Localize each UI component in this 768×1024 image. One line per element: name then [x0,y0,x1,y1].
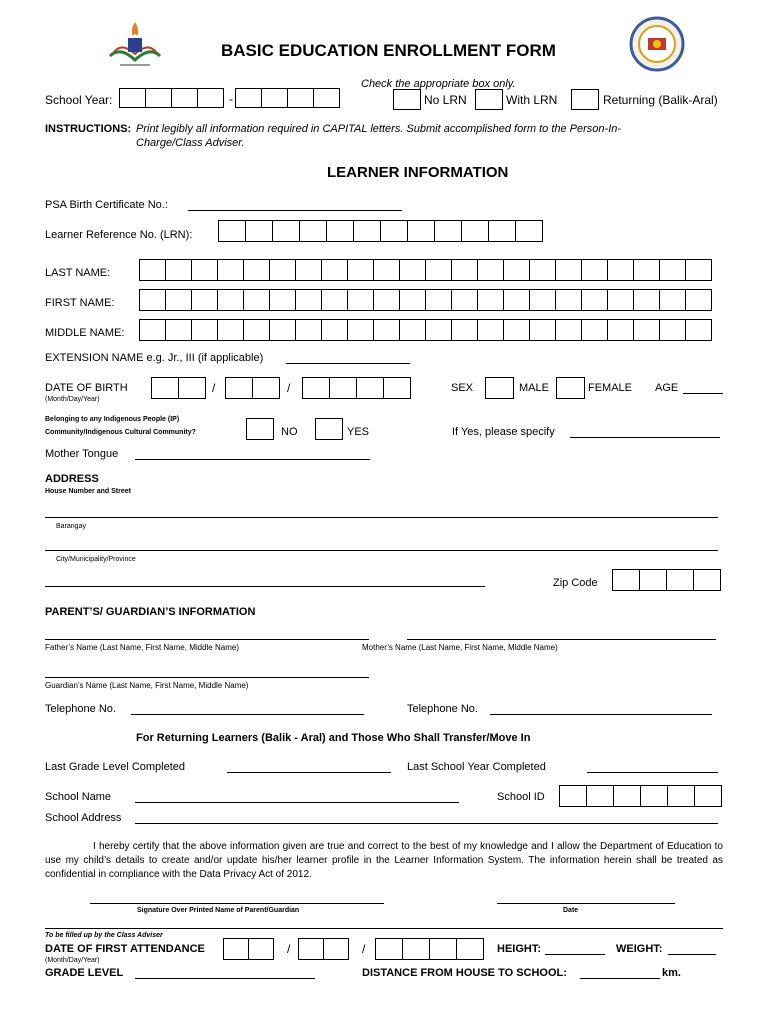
if-yes-label: If Yes, please specify [452,426,555,438]
letter-box[interactable] [399,289,426,311]
letter-box[interactable] [581,289,608,311]
digit-box[interactable] [402,938,430,960]
digit-box[interactable] [287,88,314,108]
middle-name-label: MIDDLE NAME: [45,327,125,339]
zip-label: Zip Code [553,577,598,589]
letter-box[interactable] [373,289,400,311]
letter-box[interactable] [581,259,608,281]
letter-box[interactable] [477,319,504,341]
last-name-boxes[interactable] [139,259,712,281]
dob-month[interactable] [151,377,206,399]
letter-box[interactable] [347,289,374,311]
digit-box[interactable] [298,938,324,960]
letter-box[interactable] [373,259,400,281]
digit-box[interactable] [223,938,249,960]
school-address-label: School Address [45,812,122,824]
digit-box[interactable] [218,220,246,242]
attendance-day[interactable] [298,938,349,960]
digit-box[interactable] [375,938,403,960]
digit-box[interactable] [326,220,354,242]
city-label: City/Municipality/Province [56,556,136,563]
height-line[interactable] [545,954,605,955]
letter-box[interactable] [451,289,478,311]
female-label: FEMALE [588,382,633,394]
letter-box[interactable] [659,259,686,281]
lrn-boxes[interactable] [218,220,543,242]
letter-box[interactable] [165,319,192,341]
distance-line[interactable] [580,978,660,979]
letter-box[interactable] [425,319,452,341]
digit-box[interactable] [252,377,280,399]
digit-box[interactable] [356,377,384,399]
digit-box[interactable] [272,220,300,242]
dob-slash-1: / [212,381,216,395]
letter-box[interactable] [191,259,218,281]
digit-box[interactable] [171,88,198,108]
letter-box[interactable] [139,319,166,341]
age-label: AGE [655,382,679,394]
letter-box[interactable] [347,259,374,281]
letter-box[interactable] [555,289,582,311]
guardian-name-label: Guardian’s Name (Last Name, First Name, Middle Name) [45,681,249,690]
letter-box[interactable] [191,319,218,341]
digit-box[interactable] [197,88,224,108]
letter-box[interactable] [633,289,660,311]
dob-slash-2: / [287,381,291,395]
letter-box[interactable] [529,259,556,281]
letter-box[interactable] [607,289,634,311]
age-line[interactable] [683,393,723,394]
attendance-year[interactable] [375,938,484,960]
weight-line[interactable] [668,954,716,955]
digit-box[interactable] [407,220,435,242]
extension-name-line[interactable] [286,363,410,364]
letter-box[interactable] [659,289,686,311]
address-title: ADDRESS [45,473,99,485]
digit-box[interactable] [245,220,273,242]
letter-box[interactable] [555,319,582,341]
digit-box[interactable] [488,220,516,242]
last-grade-label: Last Grade Level Completed [45,761,186,773]
signature-line[interactable] [90,903,384,904]
returning-label: Returning (Balik-Aral) [603,93,718,107]
letter-box[interactable] [425,289,452,311]
letter-box[interactable] [685,259,712,281]
school-year-dash: - [229,92,233,106]
with-lrn-checkbox[interactable] [475,89,503,110]
letter-box[interactable] [139,289,166,311]
instructions-line1: Print legibly all information required in CAPITAL letters. Submit accomplished form to the Person-In- [136,123,622,135]
school-address-line[interactable] [135,823,718,824]
school-year-start[interactable] [119,88,224,108]
letter-box[interactable] [529,289,556,311]
digit-box[interactable] [383,377,411,399]
letter-box[interactable] [555,259,582,281]
barangay-line[interactable] [45,550,718,551]
male-checkbox[interactable] [485,377,514,399]
letter-box[interactable] [243,319,270,341]
female-checkbox[interactable] [556,377,585,399]
dob-sub-label: (Month/Day/Year) [45,396,100,403]
extension-name-label: EXTENSION NAME e.g. Jr., III (if applicable) [45,352,264,364]
grade-level-label: GRADE LEVEL [45,967,124,979]
letter-box[interactable] [581,319,608,341]
letter-box[interactable] [269,259,296,281]
digit-box[interactable] [559,785,587,807]
middle-name-boxes[interactable] [139,319,712,341]
father-name-label: Father’s Name (Last Name, First Name, Middle Name) [45,643,239,652]
letter-box[interactable] [165,289,192,311]
letter-box[interactable] [399,259,426,281]
signature-label: Signature Over Printed Name of Parent/Guardian [137,907,300,914]
psa-input-line[interactable] [188,210,402,211]
instructions-line2: Charge/Class Adviser. [136,137,245,149]
guardian-name-line[interactable] [45,677,369,678]
weight-label: WEIGHT: [616,943,663,955]
height-label: HEIGHT: [497,943,541,955]
letter-box[interactable] [243,259,270,281]
mother-tongue-line[interactable] [135,459,370,460]
date-line[interactable] [497,903,675,904]
digit-box[interactable] [640,785,668,807]
letter-box[interactable] [503,319,530,341]
digit-box[interactable] [225,377,253,399]
letter-box[interactable] [607,259,634,281]
letter-box[interactable] [373,319,400,341]
digit-box[interactable] [248,938,274,960]
last-name-label: LAST NAME: [45,267,111,279]
letter-box[interactable] [295,259,322,281]
first-name-boxes[interactable] [139,289,712,311]
telephone-label-1: Telephone No. [45,703,116,715]
letter-box[interactable] [139,259,166,281]
letter-box[interactable] [295,289,322,311]
school-logo [100,16,170,72]
letter-box[interactable] [321,319,348,341]
digit-box[interactable] [434,220,462,242]
school-year-label: School Year: [45,93,113,107]
first-name-label: FIRST NAME: [45,297,115,309]
returning-checkbox[interactable] [571,89,599,110]
letter-box[interactable] [607,319,634,341]
digit-box[interactable] [353,220,381,242]
digit-box[interactable] [329,377,357,399]
letter-box[interactable] [503,289,530,311]
letter-box[interactable] [685,289,712,311]
returning-section-title: For Returning Learners (Balik - Aral) and Those Who Shall Transfer/Move In [136,732,531,744]
ip-label-line1: Belonging to any Indigenous People (IP) [45,416,180,423]
first-attendance-label: DATE OF FIRST ATTENDANCE [45,943,205,955]
mother-name-line[interactable] [407,639,716,640]
digit-box[interactable] [145,88,172,108]
km-label: km. [662,967,681,979]
school-name-label: School Name [45,791,112,803]
first-attendance-sub: (Month/Day/Year) [45,957,100,964]
letter-box[interactable] [321,259,348,281]
digit-box[interactable] [302,377,330,399]
letter-box[interactable] [477,289,504,311]
digit-box[interactable] [456,938,484,960]
digit-box[interactable] [515,220,543,242]
digit-box[interactable] [178,377,206,399]
attendance-slash-2: / [362,942,366,956]
mother-tongue-label: Mother Tongue [45,448,119,460]
adviser-divider [45,928,723,929]
letter-box[interactable] [503,259,530,281]
digit-box[interactable] [429,938,457,960]
letter-box[interactable] [425,259,452,281]
ip-yes-checkbox[interactable] [315,418,343,440]
telephone-label-2: Telephone No. [407,703,478,715]
letter-box[interactable] [633,259,660,281]
ip-yes-label: YES [347,426,370,438]
letter-box[interactable] [451,319,478,341]
if-yes-line[interactable] [570,437,720,438]
digit-box[interactable] [299,220,327,242]
digit-box[interactable] [612,569,640,591]
digit-box[interactable] [639,569,667,591]
digit-box[interactable] [666,569,694,591]
letter-box[interactable] [217,259,244,281]
school-id-boxes[interactable] [559,785,722,807]
last-grade-line[interactable] [227,772,391,773]
telephone-line-2[interactable] [490,714,712,715]
letter-box[interactable] [529,319,556,341]
lrn-label: Learner Reference No. (LRN): [45,229,193,241]
school-name-line[interactable] [135,802,459,803]
letter-box[interactable] [243,289,270,311]
letter-box[interactable] [451,259,478,281]
grade-level-line[interactable] [135,978,315,979]
mother-name-label: Mother’s Name (Last Name, First Name, Middle Name) [362,643,558,652]
digit-box[interactable] [694,785,722,807]
letter-box[interactable] [269,319,296,341]
dob-day[interactable] [225,377,280,399]
letter-box[interactable] [685,319,712,341]
digit-box[interactable] [261,88,288,108]
father-name-line[interactable] [45,639,369,640]
digit-box[interactable] [693,569,721,591]
zip-boxes[interactable] [612,569,721,591]
learner-section-title: LEARNER INFORMATION [327,164,509,181]
letter-box[interactable] [347,319,374,341]
check-note: Check the appropriate box only. [361,78,516,90]
last-sy-label: Last School Year Completed [407,761,546,773]
letter-box[interactable] [321,289,348,311]
parents-title: PARENT’S/ GUARDIAN’S INFORMATION [45,606,256,618]
ip-label-line2: Community/Indigenous Cultural Community? [45,429,196,436]
letter-box[interactable] [659,319,686,341]
letter-box[interactable] [191,289,218,311]
no-lrn-checkbox[interactable] [393,89,421,110]
school-year-end[interactable] [235,88,340,108]
deped-seal [626,16,688,72]
letter-box[interactable] [477,259,504,281]
telephone-line-1[interactable] [131,714,364,715]
digit-box[interactable] [313,88,340,108]
letter-box[interactable] [633,319,660,341]
digit-box[interactable] [380,220,408,242]
digit-box[interactable] [119,88,146,108]
digit-box[interactable] [586,785,614,807]
digit-box[interactable] [613,785,641,807]
form-title: BASIC EDUCATION ENROLLMENT FORM [221,41,556,60]
dob-year[interactable] [302,377,411,399]
city-line[interactable] [45,586,485,587]
digit-box[interactable] [323,938,349,960]
house-street-label: House Number and Street [45,488,131,495]
digit-box[interactable] [151,377,179,399]
digit-box[interactable] [667,785,695,807]
letter-box[interactable] [399,319,426,341]
digit-box[interactable] [235,88,262,108]
attendance-month[interactable] [223,938,274,960]
with-lrn-label: With LRN [506,93,558,107]
dob-label: DATE OF BIRTH [45,382,128,394]
instructions-label: INSTRUCTIONS: [45,123,132,135]
attendance-slash-1: / [287,942,291,956]
adviser-note: To be filled up by the Class Adviser [45,932,163,939]
letter-box[interactable] [269,289,296,311]
certification-text: I hereby certify that the above information given are true and correct to the best of my knowledge and I allow the Department of Education to use my child’s details to create and/or update his/her learner profile in the Learner Information System. The information herein shall be treated as confidential in compliance with the Data Privacy Act of 2012. [45,841,723,880]
house-street-line[interactable] [45,517,718,518]
digit-box[interactable] [461,220,489,242]
date-label: Date [563,907,579,914]
letter-box[interactable] [165,259,192,281]
barangay-label: Barangay [56,523,86,530]
letter-box[interactable] [217,319,244,341]
last-sy-line[interactable] [587,772,718,773]
psa-label: PSA Birth Certificate No.: [45,199,168,211]
ip-no-label: NO [281,426,298,438]
letter-box[interactable] [217,289,244,311]
school-id-label: School ID [497,791,545,803]
ip-no-checkbox[interactable] [246,418,274,440]
letter-box[interactable] [295,319,322,341]
distance-label: DISTANCE FROM HOUSE TO SCHOOL: [362,967,567,979]
male-label: MALE [519,382,549,394]
sex-label: SEX [451,382,474,394]
no-lrn-label: No LRN [424,93,467,107]
